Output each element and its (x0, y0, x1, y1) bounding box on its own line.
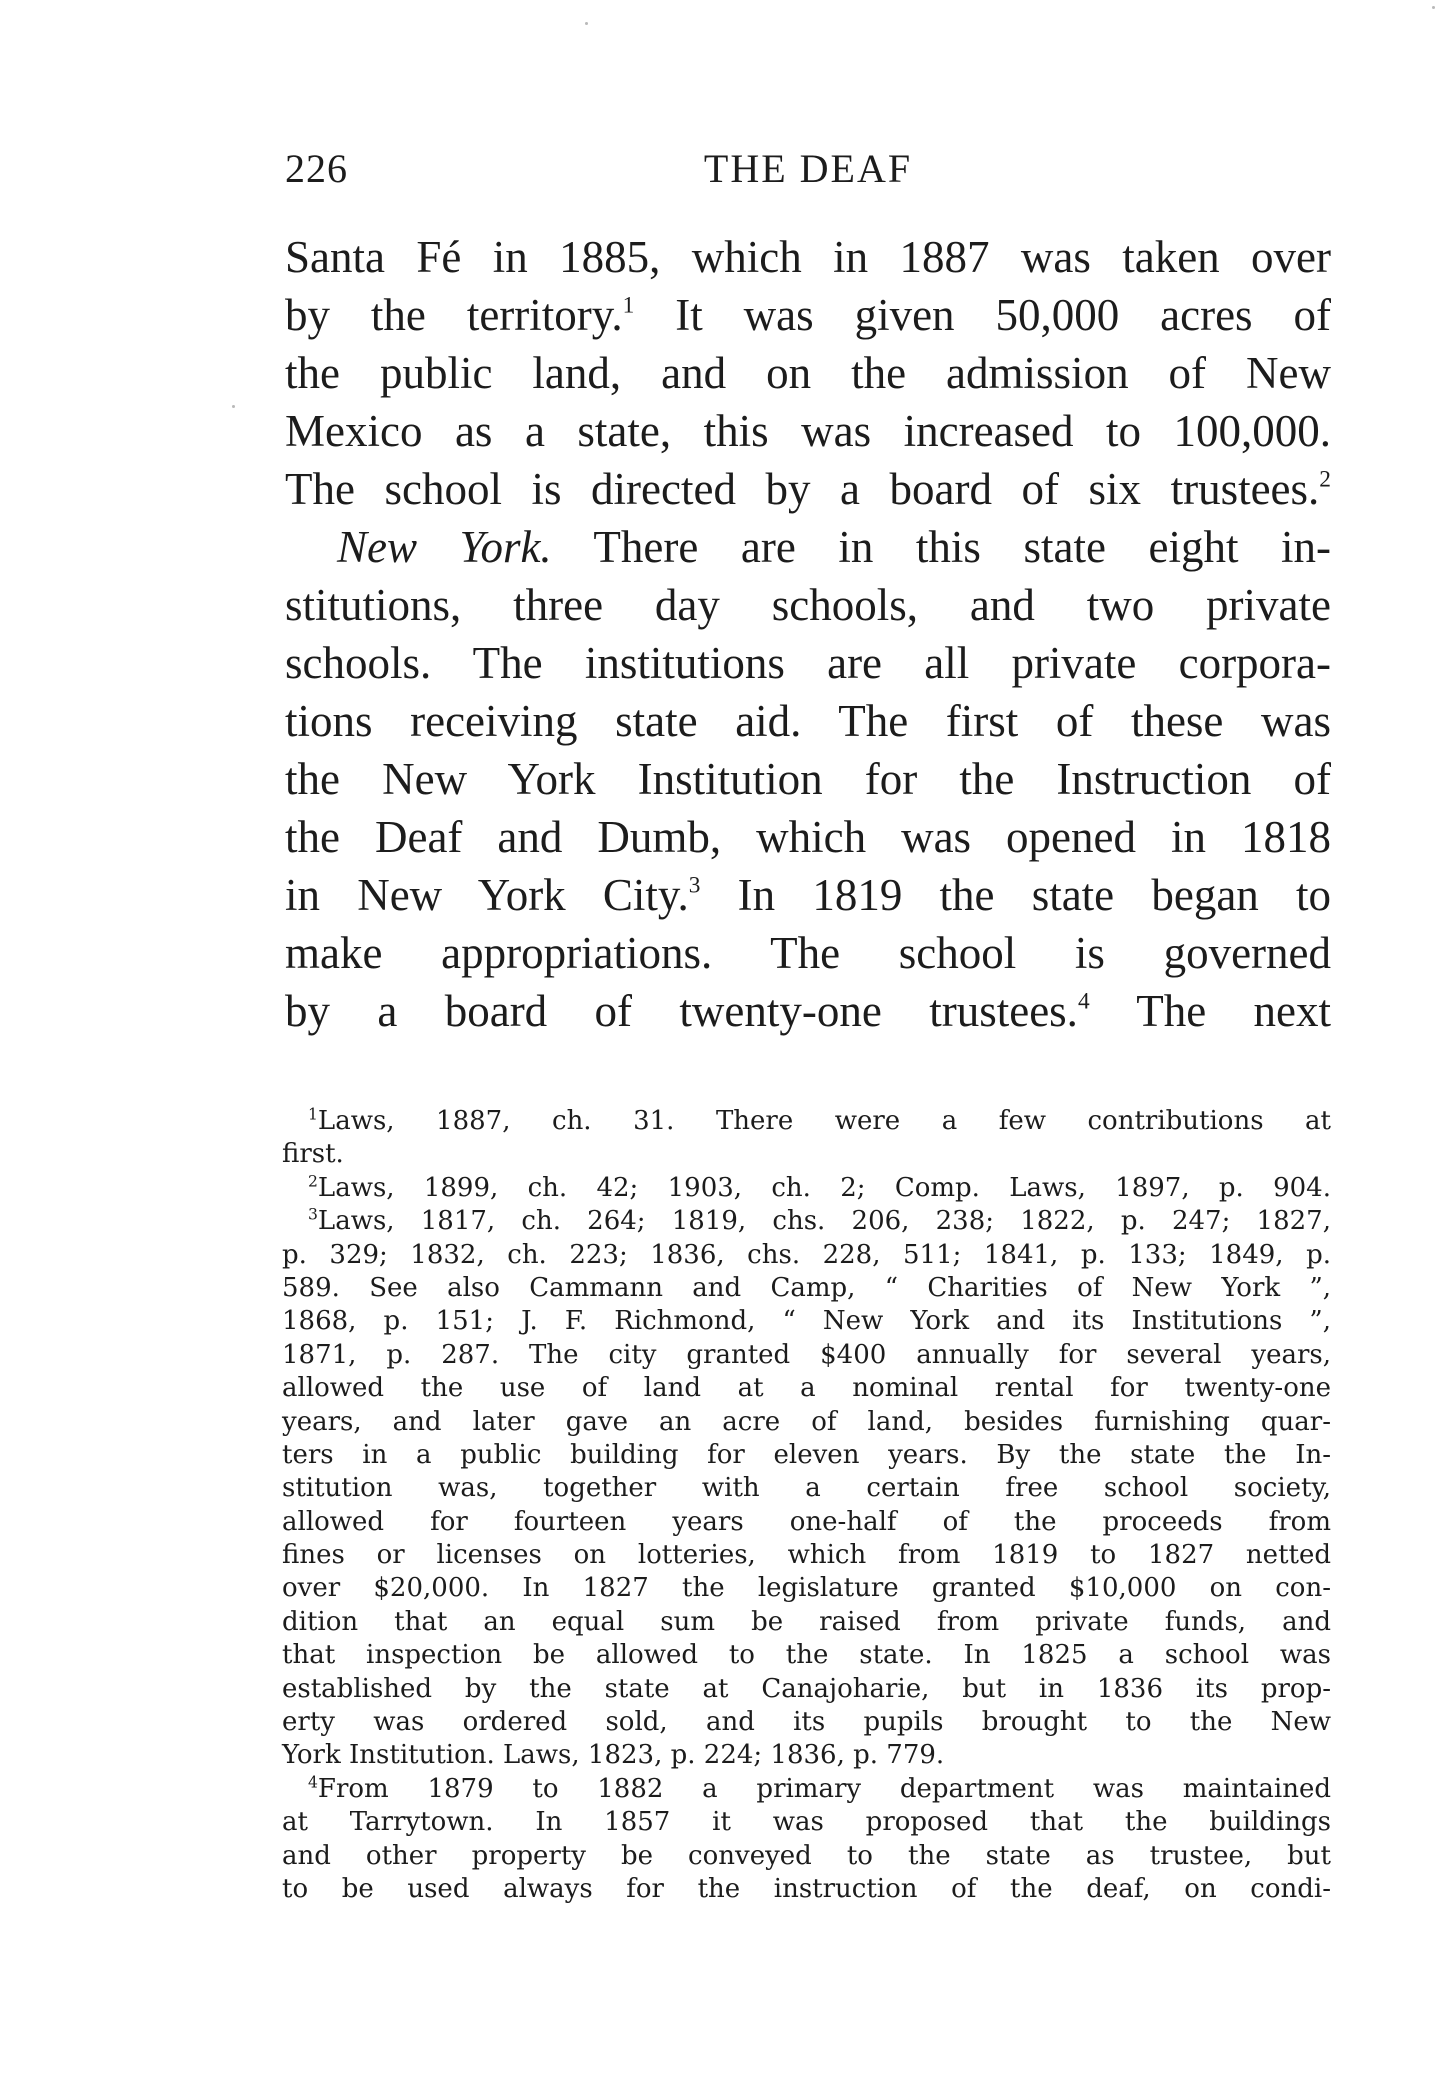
footnote-line: fines or licenses on lotteries, which from 1819 to 1827 netted (282, 1540, 1331, 1571)
footnote-line: erty was ordered sold, and its pupils brought to the New (282, 1707, 1331, 1738)
footnote-line: established by the state at Canajoharie, but in 1836 its prop- (282, 1673, 1331, 1704)
footnote-1: $^1$Laws, 1887, ch. 31. There were a few contributions at (308, 1105, 1331, 1136)
scan-speck (232, 405, 235, 408)
body-line: New York. There are in this state eight in- (337, 522, 1331, 572)
body-line: the New York Institution for the Instruction of (285, 754, 1331, 804)
body-line: Mexico as a state, this was increased to 100,000. (285, 406, 1331, 456)
footnote-line: 1868, p. 151; J. F. Richmond, “ New York and its Institutions ”, (282, 1306, 1331, 1337)
footnote-line: dition that an equal sum be raised from private funds, and (282, 1606, 1331, 1637)
body-line: tions receiving state aid. The first of these was (285, 696, 1331, 746)
footnote-line: that inspection be allowed to the state. In 1825 a school was (282, 1640, 1331, 1671)
footnote-3: $^3$Laws, 1817, ch. 264; 1819, chs. 206, 238; 1822, p. 247; 1827, (308, 1205, 1331, 1237)
footnotes (282, 1105, 1331, 1906)
footnote-line: and other property be conveyed to the state as trustee, but (282, 1840, 1331, 1871)
footnote-2: $^2$Laws, 1899, ch. 42; 1903, ch. 2; Comp. Laws, 1897, p. 904. (308, 1172, 1331, 1203)
footnote-line: over $20,000. In 1827 the legislature granted $10,000 on con- (282, 1573, 1331, 1604)
footnote-line: years, and later gave an acre of land, besides furnishing quar- (282, 1406, 1331, 1437)
body-line: by the territory.$^1$ It was given 50,000 acres of (285, 290, 1331, 340)
body-line: stitutions, three day schools, and two private (285, 580, 1331, 630)
body-line: the Deaf and Dumb, which was opened in 1818 (285, 812, 1331, 862)
footnote-4: $^4$From 1879 to 1882 a primary department was maintained (308, 1773, 1331, 1804)
running-head: THE DEAF (703, 146, 913, 191)
footnote-line: 1871, p. 287. The city granted $400 annually for several years, (282, 1339, 1331, 1370)
footnote-line: to be used always for the instruction of the deaf, on condi- (282, 1873, 1331, 1904)
footnote-line: p. 329; 1832, ch. 223; 1836, chs. 228, 511; 1841, p. 133; 1849, p. (282, 1239, 1331, 1270)
footnote-ref: 4 (1077, 988, 1090, 1015)
footnote-mark: 2 (308, 1172, 318, 1191)
page-number: 226 (285, 146, 348, 191)
footnote-mark: 3 (308, 1205, 318, 1224)
body-line: make appropriations. The school is governed (285, 928, 1331, 978)
body-text (285, 228, 1331, 1040)
scan-speck (585, 22, 588, 25)
scan-speck (1432, 6, 1435, 9)
body-line: Santa Fé in 1885, which in 1887 was taken over (285, 232, 1331, 282)
footnote-line: allowed for fourteen years one-half of the proceeds from (282, 1506, 1331, 1537)
section-heading-italic: New York. (337, 522, 552, 572)
footnote-ref: 2 (1319, 466, 1331, 493)
footnote-line: at Tarrytown. In 1857 it was proposed that the buildings (282, 1807, 1331, 1838)
body-line: in New York City.$^3$ In 1819 the state began to (285, 870, 1331, 920)
footnote-line: allowed the use of land at a nominal rental for twenty-one (282, 1373, 1331, 1404)
footnote-line: York Institution. Laws, 1823, p. 224; 1836, p. 779. (282, 1740, 945, 1771)
footnote-line: ters in a public building for eleven years. By the state the In- (282, 1439, 1331, 1470)
footnote-line: first. (282, 1139, 344, 1170)
body-line: the public land, and on the admission of New (285, 348, 1331, 398)
footnote-mark: 4 (308, 1773, 318, 1792)
body-line: The school is directed by a board of six trustees.$^2$ (285, 464, 1331, 514)
body-line: schools. The institutions are all private corpora- (285, 638, 1331, 688)
footnote-ref: 3 (688, 872, 701, 899)
footnote-mark: 1 (308, 1105, 318, 1124)
footnote-ref: 1 (622, 292, 635, 319)
body-line: by a board of twenty-one trustees.$^4$ The next (285, 986, 1332, 1036)
footnote-line: stitution was, together with a certain free school society, (282, 1473, 1331, 1504)
page-header (285, 145, 1331, 193)
footnote-line: 589. See also Cammann and Camp, “ Charities of New York ”, (282, 1272, 1331, 1303)
